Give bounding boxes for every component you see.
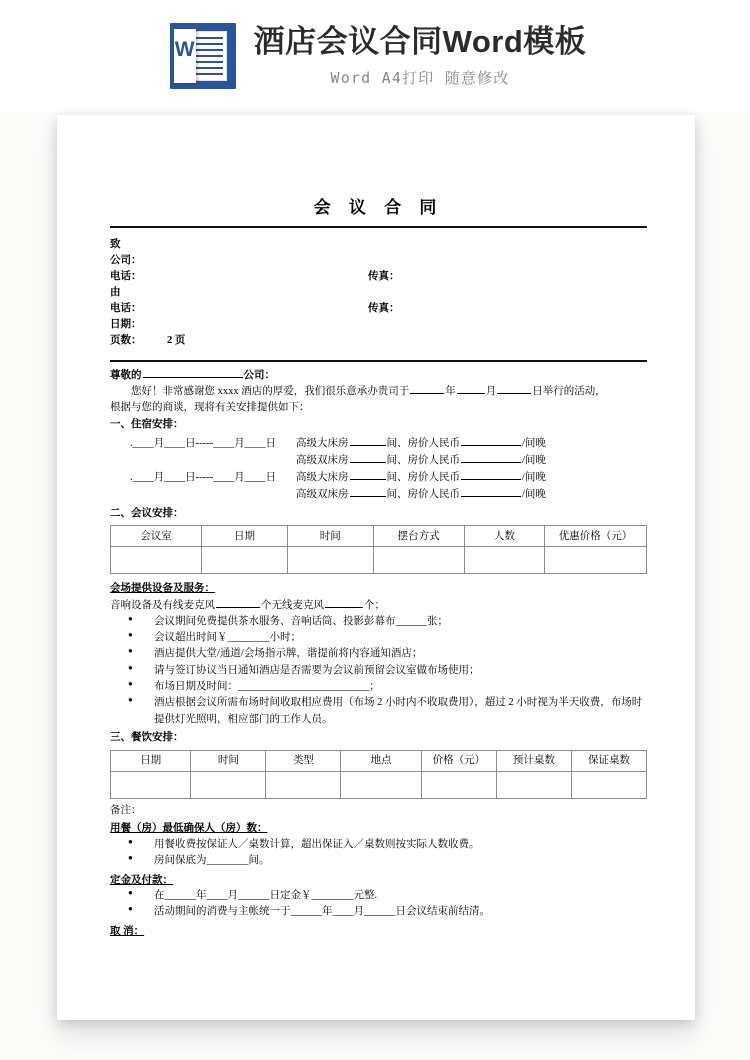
table-header-cell: 日期 <box>202 526 288 547</box>
room-price-blank <box>461 452 521 463</box>
cancel-heading-wrap <box>110 921 647 940</box>
page-banner <box>0 0 750 112</box>
page-subtitle: Word A4打印 随意修改 <box>330 68 510 87</box>
room-type: 高级大床房 <box>296 471 349 483</box>
deposit-payment-heading: 定金及付款： <box>110 874 173 886</box>
field-label: 日期： <box>110 318 142 330</box>
venue-mic-line <box>110 597 647 614</box>
field-label: 页数： <box>110 334 142 346</box>
room-unit-1: 间、房价人民币 <box>386 437 460 449</box>
table-row[interactable] <box>111 771 647 798</box>
cancellation-heading: 取 消： <box>110 925 145 937</box>
room-count-blank <box>350 469 386 480</box>
table-cell[interactable] <box>111 771 191 798</box>
header-fields <box>110 237 647 349</box>
table-cell[interactable] <box>421 771 496 798</box>
list-item: ● 布场日期及时间：_________________________； <box>110 679 647 695</box>
table-header-cell: 时间 <box>287 526 373 547</box>
table-cell[interactable] <box>287 547 373 574</box>
remark-label: 备注： <box>110 804 142 816</box>
field-label-2 <box>368 317 568 333</box>
table-cell[interactable] <box>373 547 464 574</box>
meeting-table <box>110 525 647 574</box>
table-row[interactable] <box>111 547 647 574</box>
venue-services-heading: 会场提供设备及服务： <box>110 583 215 595</box>
field-label: 公司： <box>110 255 142 267</box>
room-count-blank <box>350 486 386 497</box>
room-price-blank <box>461 435 521 446</box>
accommodation-row <box>110 435 647 452</box>
section-heading-accommodation: 一、住宿安排： <box>110 419 184 431</box>
field-label: 电话： <box>110 302 142 314</box>
greeting-text-1: 您好！非常感谢您 xxxx 酒店的厚爱，我们很乐意承办贵司于 <box>131 386 410 398</box>
salutation-blank <box>143 367 243 378</box>
greeting-day-blank <box>497 383 531 394</box>
accommodation-detail <box>296 435 647 452</box>
table-cell[interactable] <box>571 771 646 798</box>
field-row <box>110 317 647 333</box>
room-price-blank <box>461 486 521 497</box>
dining-table <box>110 750 647 799</box>
word-icon-lines <box>196 36 223 76</box>
table-cell[interactable] <box>464 547 544 574</box>
venue-bullet-list <box>110 614 647 729</box>
table-header-cell: 人数 <box>464 526 544 547</box>
list-item: ● 活动期间的消费与主帐统一于______年____月______日会议结束前结清。 <box>110 904 647 920</box>
table-header-row <box>111 750 647 771</box>
salutation-prefix: 尊敬的 <box>110 369 142 381</box>
list-item: ● 用餐收费按保证人／桌数计算，超出保证入／桌数则按实际人数收费。 <box>110 837 647 853</box>
table-cell[interactable] <box>202 547 288 574</box>
minimum-bullet-list <box>110 837 647 870</box>
deposit-bullet-list <box>110 888 647 921</box>
field-row <box>110 237 647 253</box>
minimum-heading-wrap <box>110 818 647 837</box>
field-label: 致 <box>110 239 121 251</box>
room-price-blank <box>461 469 521 480</box>
table-cell[interactable] <box>496 771 571 798</box>
field-label: 由 <box>110 287 121 299</box>
field-value-pages: 2 页 <box>167 334 186 346</box>
table-header-cell: 地点 <box>341 750 421 771</box>
section-heading-meeting: 二、会议安排： <box>110 507 184 519</box>
list-item: ● 请与签订协议当日通知酒店是否需要为会议前预留会议室做布场使用； <box>110 663 647 679</box>
table-header-row <box>111 526 647 547</box>
venue-mic-text-c: 个； <box>364 600 385 612</box>
greeting-month-unit: 月 <box>485 386 497 398</box>
field-row <box>110 269 647 285</box>
table-header-cell: 类型 <box>266 750 341 771</box>
field-label-2: 传真： <box>368 302 400 314</box>
table-header-cell: 保证桌数 <box>571 750 646 771</box>
greeting-paragraph <box>110 383 647 400</box>
field-row-pages <box>110 333 647 349</box>
room-count-blank <box>350 435 386 446</box>
table-cell[interactable] <box>341 771 421 798</box>
accommodation-list <box>110 435 647 503</box>
table-cell[interactable] <box>191 771 266 798</box>
table-cell[interactable] <box>266 771 341 798</box>
section-heading-dining: 三、餐饮安排： <box>110 732 184 744</box>
list-item: ● 会议超出时间￥________小时； <box>110 630 647 646</box>
field-label: 电话： <box>110 271 142 283</box>
accommodation-row <box>110 452 647 469</box>
field-label-2 <box>368 253 568 269</box>
accommodation-dates: .____月____日-----____月____日 <box>130 437 277 449</box>
contract-title: 会 议 合 同 <box>313 198 444 217</box>
table-header-cell: 时间 <box>191 750 266 771</box>
field-label-2 <box>368 237 568 253</box>
table-header-cell: 优惠价格（元） <box>545 526 647 547</box>
document-body <box>110 195 647 939</box>
title-divider <box>110 226 647 228</box>
word-file-icon <box>170 23 236 89</box>
page-title: 酒店会议合同Word模板 <box>253 24 587 60</box>
list-item: ● 房间保底为________间。 <box>110 853 647 869</box>
room-unit-2: /间晚 <box>522 488 546 500</box>
room-type: 高级大床房 <box>296 437 349 449</box>
greeting-year-blank <box>410 383 444 394</box>
accommodation-detail <box>296 452 647 469</box>
room-unit-2: /间晚 <box>522 437 546 449</box>
accommodation-row <box>110 486 647 503</box>
greeting-day-unit: 日举行的活动， <box>532 386 606 398</box>
venue-mic-text-b: 个无线麦克风 <box>261 600 324 612</box>
greeting-paragraph-2: 根据与您的商谈，现将有关安排提供如下： <box>110 401 310 413</box>
accommodation-row <box>110 469 647 486</box>
greeting-month-blank <box>457 383 485 394</box>
accommodation-detail <box>296 469 647 486</box>
accommodation-detail <box>296 486 647 503</box>
room-unit-1: 间、房价人民币 <box>386 488 460 500</box>
banner-text-block <box>254 24 587 88</box>
banner-inner <box>170 23 587 89</box>
field-row <box>110 301 647 317</box>
wired-mic-blank <box>216 597 260 608</box>
room-unit-1: 间、房价人民币 <box>386 471 460 483</box>
document-page <box>57 115 695 1020</box>
accommodation-dates <box>110 486 296 503</box>
field-row <box>110 285 647 301</box>
accommodation-dates <box>110 452 296 469</box>
room-type: 高级双床房 <box>296 488 349 500</box>
table-cell[interactable] <box>111 547 202 574</box>
venue-mic-text-a: 音响设备及有线麦克风 <box>110 600 215 612</box>
room-type: 高级双床房 <box>296 454 349 466</box>
table-header-cell: 日期 <box>111 750 191 771</box>
deposit-heading-wrap <box>110 870 647 889</box>
minimum-guarantee-heading: 用餐（房）最低确保人（房）数： <box>110 823 268 835</box>
header-divider <box>110 360 647 362</box>
word-icon-letter: W <box>174 38 195 61</box>
list-item: ● 酒店提供大堂/通道/会场指示牌，谐提前将内容通知酒店； <box>110 646 647 662</box>
room-count-blank <box>350 452 386 463</box>
table-header-cell: 会议室 <box>111 526 202 547</box>
venue-services-heading-wrap <box>110 578 647 597</box>
salutation-line <box>110 367 647 384</box>
room-unit-2: /间晚 <box>522 454 546 466</box>
field-row <box>110 253 647 269</box>
table-header-cell: 价格（元） <box>421 750 496 771</box>
list-item: ● 酒店根据会议所需布场时间收取相应费用（布场 2 小时内不收取费用），超过 2 小时视为半天收费，布场时提供灯光照明，相应部门的工作人员。 <box>110 695 647 728</box>
list-item: ● 在______年____月______日定金￥________元整. <box>110 888 647 904</box>
table-cell[interactable] <box>545 547 647 574</box>
wireless-mic-blank <box>325 597 363 608</box>
field-label-2 <box>368 285 568 301</box>
field-label-2: 传真： <box>368 271 400 283</box>
accommodation-dates: .____月____日-----____月____日 <box>130 471 277 483</box>
list-item: ● 会议期间免费提供茶水服务、音响话筒、投影彭幕布______张； <box>110 614 647 630</box>
table-header-cell: 摆台方式 <box>373 526 464 547</box>
room-unit-1: 间、房价人民币 <box>386 454 460 466</box>
room-unit-2: /间晚 <box>522 471 546 483</box>
salutation-suffix: 公司： <box>243 369 275 381</box>
greeting-year-unit: 年 <box>445 386 456 398</box>
table-header-cell: 预计桌数 <box>496 750 571 771</box>
